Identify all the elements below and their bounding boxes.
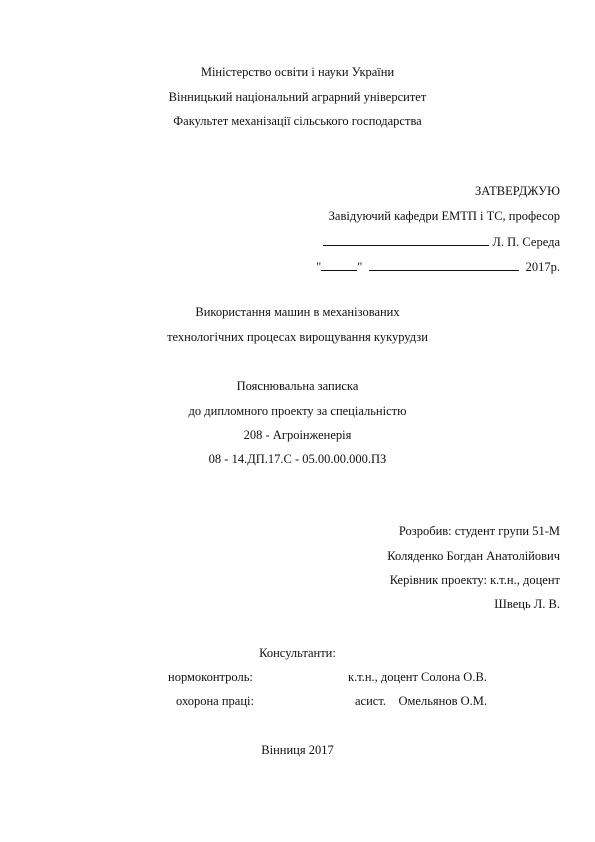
- approval-year: 2017р.: [525, 260, 560, 274]
- approval-title: ЗАТВЕРДЖУЮ: [474, 184, 560, 198]
- university-name: Вінницький національний аграрний університет: [168, 90, 427, 104]
- date-open-quote: ": [316, 260, 322, 274]
- signature-blank: [323, 233, 489, 246]
- consultants-title: Консультанти:: [259, 646, 336, 660]
- specialty: 208 - Агроінженерія: [243, 428, 352, 442]
- consultant-person: асист. Омельянов О.М.: [355, 694, 488, 708]
- approval-date-line: [316, 258, 560, 275]
- note-title: Пояснювальна записка: [236, 379, 359, 393]
- supervisor-line: Керівник проекту: к.т.н., доцент: [389, 573, 560, 587]
- city-year: Вінниця 2017: [261, 743, 334, 757]
- month-blank: [369, 258, 519, 271]
- topic-line-2: технологічних процесах вирощування кукурудзи: [167, 330, 428, 344]
- consultant-role: нормоконтроль:: [168, 670, 253, 684]
- consultant-role: охорона праці:: [176, 694, 254, 708]
- note-subtitle: до дипломного проекту за спеціальністю: [188, 404, 407, 418]
- ministry-name: Міністерство освіти і науки України: [200, 65, 395, 79]
- faculty-name: Факультет механізації сільського господарства: [173, 114, 422, 128]
- document-code: 08 - 14.ДП.17.С - 05.00.00.000.ПЗ: [208, 452, 387, 466]
- approval-signature-line: [323, 233, 560, 250]
- date-close-quote: ": [357, 260, 363, 274]
- approver-name: Л. П. Середа: [492, 235, 560, 249]
- topic-line-1: Використання машин в механізованих: [195, 305, 400, 319]
- developer-line: Розробив: студент групи 51-М: [398, 524, 560, 538]
- approval-position: Завідуючий кафедри ЕМТП і ТС, професор: [328, 209, 560, 223]
- day-blank: [321, 258, 357, 271]
- student-name: Коляденко Богдан Анатолійович: [387, 549, 560, 563]
- consultant-person: к.т.н., доцент Солона О.В.: [348, 670, 487, 684]
- supervisor-name: Швець Л. В.: [494, 597, 560, 611]
